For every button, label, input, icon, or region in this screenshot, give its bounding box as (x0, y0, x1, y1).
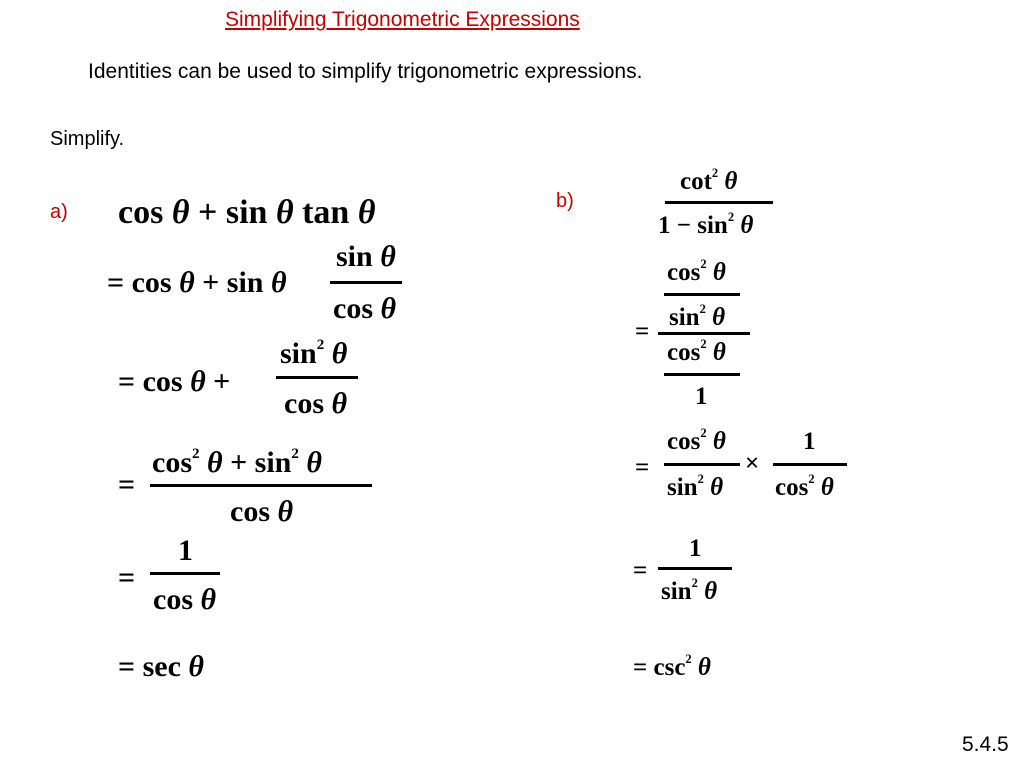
part-a-step1-lhs: = cos θ + sin θ (107, 266, 287, 299)
part-a-step2-numerator: $\sin^2 \theta$ (280, 336, 348, 370)
part-b-step3-equals: = (633, 557, 648, 584)
slide-title: Simplifying Trigonometric Expressions (225, 8, 580, 31)
part-b-step2-f2-numerator: 1 (803, 428, 816, 455)
part-a-step3-equals: = (118, 468, 136, 501)
part-a-step3-denominator: cos θ (230, 495, 294, 528)
part-a-step2-lhs: = cos θ + (118, 365, 231, 398)
part-a-step1-numerator: sin θ (336, 240, 396, 273)
part-b-step2-f2-bar (773, 463, 847, 466)
slide-number: 5.4.5 (962, 733, 1009, 756)
part-a-step1-denominator: cos θ (333, 292, 397, 325)
part-b-step2-equals: = (635, 454, 650, 481)
part-b-step2-f1-denominator: $\sin^2 \theta$ (667, 472, 724, 501)
part-a-step4-equals: = (118, 561, 136, 594)
part-b-step3-denominator: $\sin^2 \theta$ (661, 576, 718, 605)
part-b-step2-f2-denominator: $\cos^2 \theta$ (775, 472, 834, 501)
part-a-label: a) (50, 201, 68, 223)
part-b-step1-top-bar (664, 293, 740, 296)
part-b-expr-denominator: $1 - \sin^2 \theta$ (658, 210, 754, 239)
part-b-step3-bar (658, 567, 732, 570)
part-b-step2-times-sign: × (745, 450, 760, 477)
part-b-step1-bottom-denominator: 1 (695, 383, 708, 410)
instruction-text: Simplify. (50, 128, 125, 150)
part-a-step3-fraction-bar (150, 484, 372, 487)
part-a-step4-fraction-bar (150, 572, 220, 575)
part-b-result: = $\csc^2 \theta$ (633, 652, 711, 681)
part-a-step3-numerator: $\cos^2 \theta + \sin^2 \theta$ (152, 445, 322, 479)
part-b-expr-fraction-bar (665, 201, 773, 204)
part-b-step1-top-numerator: $\cos^2 \theta$ (667, 257, 726, 286)
part-b-step1-bottom-numerator: $\cos^2 \theta$ (667, 337, 726, 366)
part-b-step1-main-bar (658, 332, 750, 335)
part-b-label: b) (556, 190, 574, 212)
intro-text: Identities can be used to simplify trigonometric expressions. (88, 60, 643, 83)
part-a-step2-denominator: cos θ (284, 387, 348, 420)
part-b-step1-equals: = (635, 318, 650, 345)
part-b-step2-f1-bar (664, 463, 740, 466)
part-b-step2-f1-numerator: $\cos^2 \theta$ (667, 426, 726, 455)
part-b-step1-top-denominator: $\sin^2 \theta$ (669, 302, 726, 331)
part-a-step1-fraction-bar (330, 281, 402, 284)
part-b-step3-numerator: 1 (689, 535, 702, 562)
part-a-step4-numerator: 1 (178, 534, 193, 567)
part-a-step4-denominator: cos θ (153, 583, 217, 616)
part-a-result: = sec θ (118, 650, 204, 683)
part-a-expr-text: cos θ + sin θ tan θ (118, 194, 376, 231)
part-b-expr-numerator: $\cot^2 \theta$ (680, 166, 738, 195)
part-a-step2-fraction-bar (276, 376, 358, 379)
part-b-step1-bottom-bar (664, 373, 740, 376)
